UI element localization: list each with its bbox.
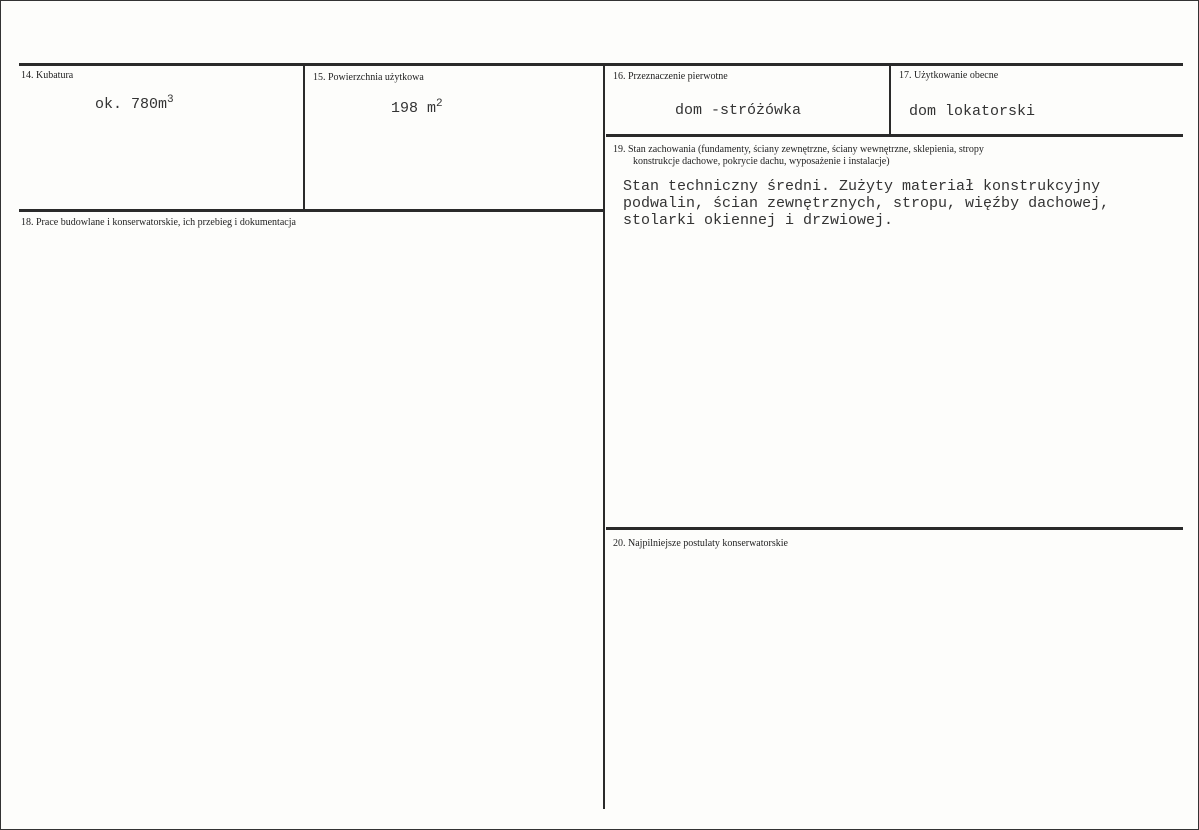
top-rule: [19, 63, 1183, 66]
field-19-text: [623, 178, 1109, 229]
rule-right-lower: [606, 527, 1183, 530]
divider-14-15: [303, 65, 305, 210]
divider-16-17: [889, 65, 891, 135]
field-15-label: 15. Powierzchnia użytkowa: [313, 72, 424, 83]
field-19-label-line-2: konstrukcje dachowe, pokrycie dachu, wyposażenie i instalacje): [633, 156, 890, 167]
field-19-text-line-2: podwalin, ścian zewnętrznych, stropu, więźby dachowej,: [623, 195, 1110, 212]
rule-left-middle: [19, 209, 604, 212]
field-16-value: dom -stróżówka: [675, 102, 802, 119]
rule-right-upper: [606, 134, 1183, 137]
field-14-unit-exponent: 3: [167, 94, 174, 106]
field-14-label: 14. Kubatura: [21, 70, 74, 81]
field-19-text-line-1: Stan techniczny średni. Zużyty materiał konstrukcyjny: [623, 178, 1101, 195]
field-19-text-line-3: stolarki okiennej i drzwiowej.: [623, 212, 894, 229]
field-15-value: [391, 98, 443, 117]
field-15-value-text: 198 m: [391, 100, 437, 117]
field-20-label: 20. Najpilniejsze postulaty konserwatorskie: [613, 538, 788, 549]
field-19-label-line-1: 19. Stan zachowania (fundamenty, ściany zewnętrzne, ściany wewnętrzne, sklepienia, stropy: [613, 144, 984, 155]
center-divider: [603, 65, 605, 809]
field-18-label: 18. Prace budowlane i konserwatorskie, ich przebieg i dokumentacja: [21, 217, 296, 228]
field-16-label: 16. Przeznaczenie pierwotne: [613, 71, 728, 82]
field-14-value: [95, 94, 174, 113]
field-14-value-text: ok. 780m: [95, 96, 168, 113]
field-15-unit-exponent: 2: [436, 98, 443, 110]
field-17-label: 17. Użytkowanie obecne: [899, 70, 999, 81]
field-17-value: dom lokatorski: [909, 103, 1036, 120]
